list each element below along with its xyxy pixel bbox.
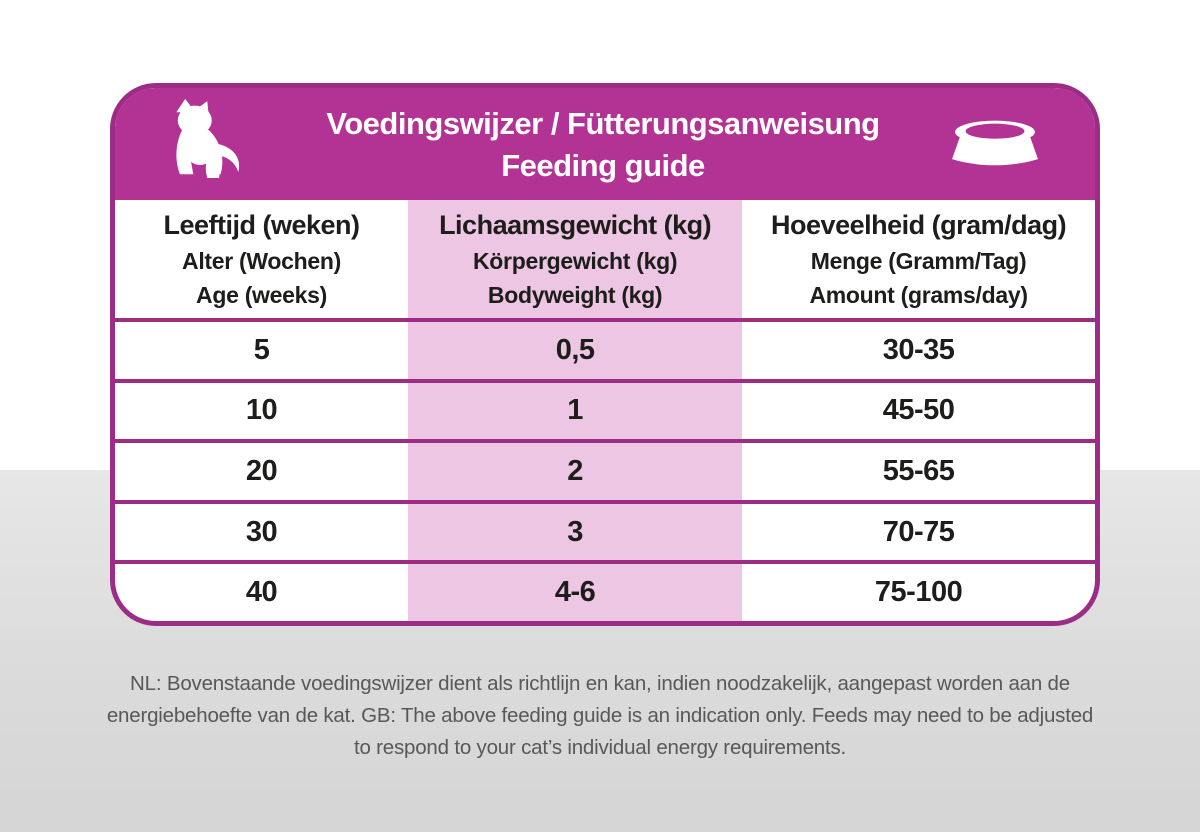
food-bowl-icon xyxy=(945,113,1045,175)
column-header-bodyweight xyxy=(408,200,742,318)
feeding-guide-title xyxy=(261,103,945,187)
cell-age: 30 xyxy=(245,515,278,548)
cell-amount: 45-50 xyxy=(882,394,955,427)
cell-amount: 70-75 xyxy=(882,515,955,548)
cell-age: 40 xyxy=(245,576,278,609)
table-row xyxy=(115,500,1095,561)
disclaimer-text xyxy=(0,668,1200,764)
column-header-age xyxy=(115,200,408,318)
column-header-amount-nl: Hoeveelheid (gram/dag) xyxy=(771,209,1067,240)
column-header-bodyweight-de: Körpergewicht (kg) xyxy=(473,247,678,274)
column-header-age-nl: Leeftijd (weken) xyxy=(163,209,360,240)
cell-age: 10 xyxy=(245,394,278,427)
cell-amount: 30-35 xyxy=(882,333,955,366)
feeding-guide-header xyxy=(115,88,1095,200)
feeding-guide-card xyxy=(110,83,1100,626)
table-header-row xyxy=(115,200,1095,318)
cat-icon xyxy=(161,96,261,192)
cell-amount: 55-65 xyxy=(882,454,955,487)
column-header-amount-en: Amount (grams/day) xyxy=(809,281,1028,308)
disclaimer-line-1: NL: Bovenstaande voedingswijzer dient als richtlijn en kan, indien noodzakelijk, aangepast worden aan de xyxy=(130,672,1070,695)
cell-bodyweight: 4-6 xyxy=(408,564,742,621)
table-row xyxy=(115,439,1095,500)
cell-bodyweight: 3 xyxy=(408,504,742,561)
disclaimer-line-3: to respond to your cat’s individual energy requirements. xyxy=(353,736,847,759)
cell-bodyweight: 0,5 xyxy=(408,322,742,379)
table-row xyxy=(115,318,1095,379)
cell-age: 5 xyxy=(253,333,270,366)
cell-age: 20 xyxy=(245,454,278,487)
table-row xyxy=(115,379,1095,440)
title-line-1: Voedingswijzer / Fütterungsanweisung xyxy=(326,106,880,141)
cell-amount: 75-100 xyxy=(874,576,963,609)
table-row xyxy=(115,560,1095,621)
column-header-bodyweight-nl: Lichaamsgewicht (kg) xyxy=(439,209,712,240)
column-header-age-en: Age (weeks) xyxy=(196,281,327,308)
column-header-amount-de: Menge (Gramm/Tag) xyxy=(810,247,1027,274)
column-header-bodyweight-en: Bodyweight (kg) xyxy=(487,281,663,308)
cell-bodyweight: 1 xyxy=(408,383,742,440)
column-header-amount xyxy=(742,200,1095,318)
column-header-age-de: Alter (Wochen) xyxy=(182,247,341,274)
title-line-2: Feeding guide xyxy=(501,148,705,183)
cell-bodyweight: 2 xyxy=(408,443,742,500)
disclaimer-line-2: energiebehoefte van de kat. GB: The above feeding guide is an indication only. Feeds may need to be adjusted xyxy=(106,704,1094,727)
